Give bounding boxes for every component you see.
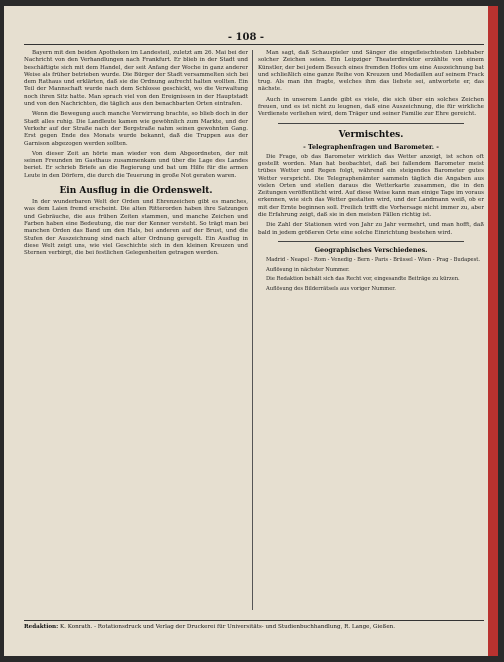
column-divider bbox=[252, 50, 253, 610]
separator bbox=[278, 123, 464, 124]
subheading-telegraphen: - Telegraphenfragen und Barometer. - bbox=[303, 142, 439, 151]
right-paragraph-8: Auflösung des Bilderrätsels aus voriger Nummer. bbox=[266, 285, 396, 292]
right-paragraph-3: Die Frage, ob das Barometer wirklich das Wetter anzeigt, ist schon oft gestellt worden. Man hat beobachtet, daß bei fallendem Barometer meist trübes Wetter und Regen folgt, während ein steigendes Barometer gutes Wetter verspricht. Die Telegraphenämter sammeln täglich die Angaben aus vielen Orten und stellen daraus die Wetterkarte zusammen, die in den Zeitungen veröffentlicht wird. Auf diese Weise kann man einige Tage im voraus erkennen, wie sich das Wetter gestalten wird, und der Landmann weiß, ob er mit der Ernte beginnen soll. Freilich trifft die Vorhersage nicht immer zu, aber die Erfahrung zeigt, daß sie in den meisten Fällen richtig ist. bbox=[258, 153, 484, 219]
left-column bbox=[24, 50, 248, 610]
right-paragraph-6: Auflösung in nächster Nummer. bbox=[266, 266, 350, 273]
binding-strip bbox=[488, 6, 498, 656]
left-paragraph-4: In der wunderbaren Welt der Orden und Ehrenzeichen gibt es manches, was dem Laien fremd erscheint. Die alten Ritterorden haben ihre Satzungen und Gebräuche, die aus frühen Zeiten stammen, und manche Zeichen und Farben haben eine Bedeutung, die nur der Kenner versteht. So trägt man bei manchen Orden das Band um den Hals, bei anderen auf der Brust, und die Stufen der Auszeichnung sind nach alter Ordnung geregelt. Ein Ausflug in diese Welt zeigt uns, wie viel Geschichte sich in den kleinen Kreuzen und Sternen verbirgt, die bei festlichen Gelegenheiten getragen werden. bbox=[24, 199, 248, 257]
subheading-geographisches: Geographisches Verschiedenes. bbox=[314, 245, 428, 254]
separator bbox=[278, 241, 464, 242]
left-paragraph-1: Bayern mit den beiden Apotheken im Landesteil, zuletzt am 26. Mai bei der Nachricht von den Verhandlungen nach Frankfurt. Er blieb in der Stadt und beschäftigte sich mit dem Handel, der seit Anfang der Woche in ganz anderer Weise als früher betrieben wurde. Die Bürger der Stadt versammelten sich bei dem Rathaus und erklärten, daß sie die Ordnung aufrecht halten wollten. Ein Teil der Mannschaft wurde nach dem Schlosse geschickt, wo die Verwaltung noch ihren Sitz hatte. Man sprach viel von den Ereignissen in der Hauptstadt und von den Nachrichten, die täglich aus den benachbarten Orten eintrafen. bbox=[24, 50, 248, 108]
page-number: - 108 - bbox=[227, 32, 265, 43]
imprint-text: K. Konrath. - Rotationsdruck und Verlag der Druckerei für Universitäts- und Studienbuchhandlung, R. Lange, Gießen. bbox=[59, 624, 396, 630]
imprint-footer bbox=[24, 624, 484, 630]
left-paragraph-2: Wenn die Bewegung auch manche Verwirrung brachte, so blieb doch in der Stadt alles ruhig. Die Landleute kamen wie gewöhnlich zum Markte, und der Verkehr auf der Straße nach der Bergstraße nahm seinen gewohnten Gang. Erst gegen Ende des Monats wurde bekannt, daß die Truppen aus der Garnison abgezogen werden sollten. bbox=[24, 111, 248, 147]
right-paragraph-2: Auch in unserem Lande gibt es viele, die sich über ein solches Zeichen freuen, und es ist nicht zu leugnen, daß eine Auszeichnung, die für wirkliche Verdienste verliehen wird, dem Träger und seiner Familie zur Ehre gereicht. bbox=[258, 96, 484, 118]
right-paragraph-7: Die Redaktion behält sich das Recht vor, eingesandte Beiträge zu kürzen. bbox=[266, 276, 460, 283]
right-column bbox=[258, 50, 484, 610]
left-paragraph-3: Von dieser Zeit an hörte man wieder von dem Abgeordneten, der mit seinen Freunden im Gasthaus zusammenkam und über die Lage des Landes beriet. Er schrieb Briefe an die Regierung und bat um Hilfe für die armen Leute in den Dörfern, die durch die Teuerung in große Not geraten waren. bbox=[24, 150, 248, 179]
right-paragraph-5: Madrid - Neapel - Rom - Venedig - Bern - Paris - Brüssel - Wien - Prag - Budapest. bbox=[266, 256, 480, 263]
top-rule bbox=[24, 44, 484, 45]
section-heading-ausflug: Ein Ausflug in die Ordenswelt. bbox=[59, 186, 213, 197]
right-paragraph-1: Man sagt, daß Schauspieler und Sänger die eingefleischtesten Liebhaber solcher Zeichen seien. Ein Leipziger Theaterdirektor erzählte von einem Künstler, der bei jedem Besuch eines fremden Hofes um eine Auszeichnung bat und schließlich eine ganze Reihe von Kreuzen und Medaillen auf seinem Frack trug. Als man ihn fragte, welches ihm das liebste sei, antwortete er, das nächste. bbox=[258, 50, 484, 93]
right-paragraph-4: Die Zahl der Stationen wird von Jahr zu Jahr vermehrt, und man hofft, daß bald in jedem größeren Orte eine solche Einrichtung bestehen wird. bbox=[258, 222, 484, 236]
bottom-rule bbox=[24, 620, 484, 621]
imprint-label: Redaktion: bbox=[24, 624, 59, 630]
page-sheet bbox=[4, 6, 498, 656]
section-heading-vermischtes: Vermischtes. bbox=[338, 129, 404, 140]
